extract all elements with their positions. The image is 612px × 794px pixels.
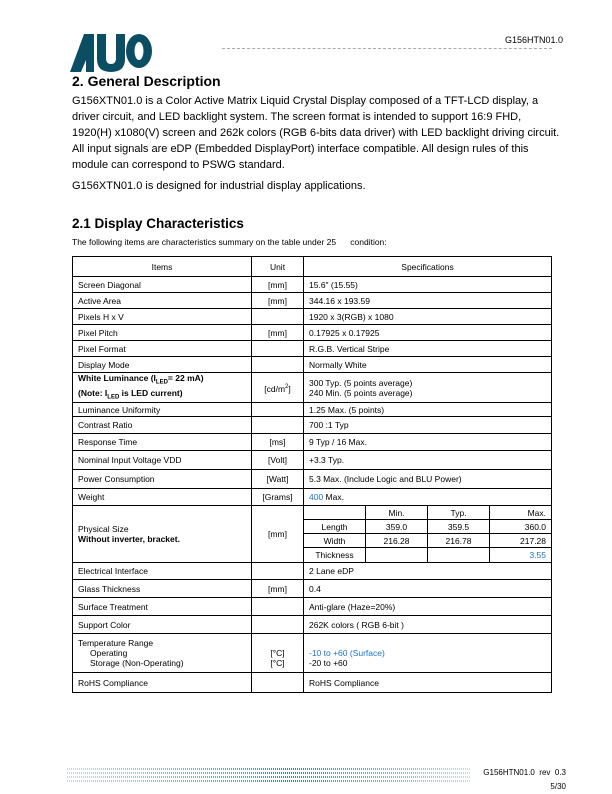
subsection-title: 2.1 Display Characteristics (72, 216, 244, 231)
sub-value: 359.0 (366, 520, 428, 534)
row-unit: [mm] (252, 580, 304, 598)
row-item: Pixels H x V (73, 309, 252, 325)
display-characteristics-table (72, 256, 552, 693)
row-spec: -10 to +60 (Surface) -20 to +60 (304, 634, 552, 673)
footer-text (483, 766, 566, 794)
row-unit (252, 673, 304, 693)
row-unit (252, 403, 304, 417)
header-items: Items (73, 257, 252, 277)
row-spec: Normally White (304, 357, 552, 373)
page-number: 5/30 (550, 782, 566, 791)
table-row (73, 563, 552, 580)
row-item: Weight (73, 489, 252, 506)
table-row (73, 598, 552, 616)
row-item: Pixel Pitch (73, 325, 252, 341)
sub-value: 216.28 (366, 534, 428, 548)
header-unit: Unit (252, 257, 304, 277)
section-title: 2. General Description (72, 73, 221, 89)
table-row (73, 580, 552, 598)
row-unit: [°C] [°C] (252, 634, 304, 673)
header-specifications: Specifications (304, 257, 552, 277)
sub-value: 216.78 (428, 534, 490, 548)
row-spec: 0.4 (304, 580, 552, 598)
row-unit: [mm] (252, 325, 304, 341)
row-unit (252, 417, 304, 434)
row-unit: [mm] (252, 277, 304, 293)
document-code: G156HTN01.0 (504, 35, 563, 45)
table-intro: The following items are characteristics summary on the table under 25 condition: (72, 237, 387, 247)
row-spec: 700 :1 Typ (304, 417, 552, 434)
row-item: Active Area (73, 293, 252, 309)
row-spec: 1.25 Max. (5 points) (304, 403, 552, 417)
table-row (73, 489, 552, 506)
col-max: Max. (490, 506, 552, 520)
row-unit (252, 616, 304, 634)
table-row (73, 451, 552, 470)
row-item: Support Color (73, 616, 252, 634)
row-item: Glass Thickness (73, 580, 252, 598)
row-unit: [Volt] (252, 451, 304, 470)
row-item: Power Consumption (73, 470, 252, 489)
table-row (73, 341, 552, 357)
sub-label: Length (304, 520, 366, 534)
row-spec: 344.16 x 193.59 (304, 293, 552, 309)
row-item: RoHS Compliance (73, 673, 252, 693)
row-item: Response Time (73, 434, 252, 451)
row-item: Temperature Range Operating Storage (Non-Operating) (73, 634, 252, 673)
row-item: Nominal Input Voltage VDD (73, 451, 252, 470)
sub-label: Width (304, 534, 366, 548)
row-unit (252, 309, 304, 325)
row-item: White Luminance ($I_{LED}= 22$ mA) (Note: $I_{LED}$ is LED current) (73, 373, 252, 403)
row-unit (252, 598, 304, 616)
row-unit (252, 341, 304, 357)
sub-value (366, 548, 428, 563)
table-row (73, 434, 552, 451)
table-row (73, 403, 552, 417)
table-row (73, 470, 552, 489)
sub-value: 360.0 (490, 520, 552, 534)
row-spec: 300 Typ. (5 points average) 240 Min. (5 points average) (304, 373, 552, 403)
table-row (73, 373, 552, 403)
row-item: Luminance Uniformity (73, 403, 252, 417)
table-row (73, 417, 552, 434)
row-unit: [Watt] (252, 470, 304, 489)
sub-value (428, 548, 490, 563)
sub-value: 217.28 (490, 534, 552, 548)
row-unit: [mm] (252, 293, 304, 309)
table-row (73, 616, 552, 634)
table-row (73, 277, 552, 293)
row-unit: [mm] (252, 506, 304, 563)
row-item: Contrast Ratio (73, 417, 252, 434)
row-spec: 0.17925 x 0.17925 (304, 325, 552, 341)
sub-label: Thickness (304, 548, 366, 563)
row-item: Electrical Interface (73, 563, 252, 580)
row-spec: Anti-glare (Haze=20%) (304, 598, 552, 616)
footer-revision: G156HTN01.0 rev 0.3 (483, 768, 566, 777)
row-unit: $[cd/m^2]$ (252, 373, 304, 403)
col-min: Min. (366, 506, 428, 520)
row-unit: [Grams] (252, 489, 304, 506)
application-paragraph: G156XTN01.0 is designed for industrial display applications. (72, 180, 366, 192)
row-spec: RoHS Compliance (304, 673, 552, 693)
footer-pattern (66, 766, 470, 784)
table-row (73, 293, 552, 309)
row-spec: 9 Typ / 16 Max. (304, 434, 552, 451)
header-divider (222, 48, 552, 49)
row-unit: [ms] (252, 434, 304, 451)
sub-value: 3.55 (490, 548, 552, 563)
table-row (73, 357, 552, 373)
row-spec: 5.3 Max. (Include Logic and BLU Power) (304, 470, 552, 489)
table-row (73, 673, 552, 693)
description-paragraph: G156XTN01.0 is a Color Active Matrix Liquid Crystal Display composed of a TFT-LCD display, a driver circuit, and LED backlight system. The screen format is intended to support 16:9 FHD, 1920(H) x1080(V) screen and 262k colors (RGB 6-bits data driver) with LED backlight driving circuit. All input signals are eDP (Embedded DisplayPort) interface compatible. All design rules of this module can correspond to PSWG standard. (72, 95, 560, 171)
row-unit (252, 357, 304, 373)
row-spec: +3.3 Typ. (304, 451, 552, 470)
table-row (73, 309, 552, 325)
row-spec: 15.6" (15.55) (304, 277, 552, 293)
row-item: Pixel Format (73, 341, 252, 357)
row-spec: 2 Lane eDP (304, 563, 552, 580)
row-item: Surface Treatment (73, 598, 252, 616)
col-typ: Typ. (428, 506, 490, 520)
row-item: Physical Size Without inverter, bracket. (73, 506, 252, 563)
row-item: Screen Diagonal (73, 277, 252, 293)
row-spec: 1920 x 3(RGB) x 1080 (304, 309, 552, 325)
physical-size-row (73, 506, 552, 520)
table-row (73, 634, 552, 673)
table-header-row (73, 257, 552, 277)
row-spec: R.G.B. Vertical Stripe (304, 341, 552, 357)
table-row (73, 325, 552, 341)
row-spec: 400 Max. (304, 489, 552, 506)
auo-logo (70, 30, 152, 72)
sub-value: 359.5 (428, 520, 490, 534)
row-unit (252, 563, 304, 580)
row-spec: 262K colors ( RGB 6-bit ) (304, 616, 552, 634)
row-item: Display Mode (73, 357, 252, 373)
